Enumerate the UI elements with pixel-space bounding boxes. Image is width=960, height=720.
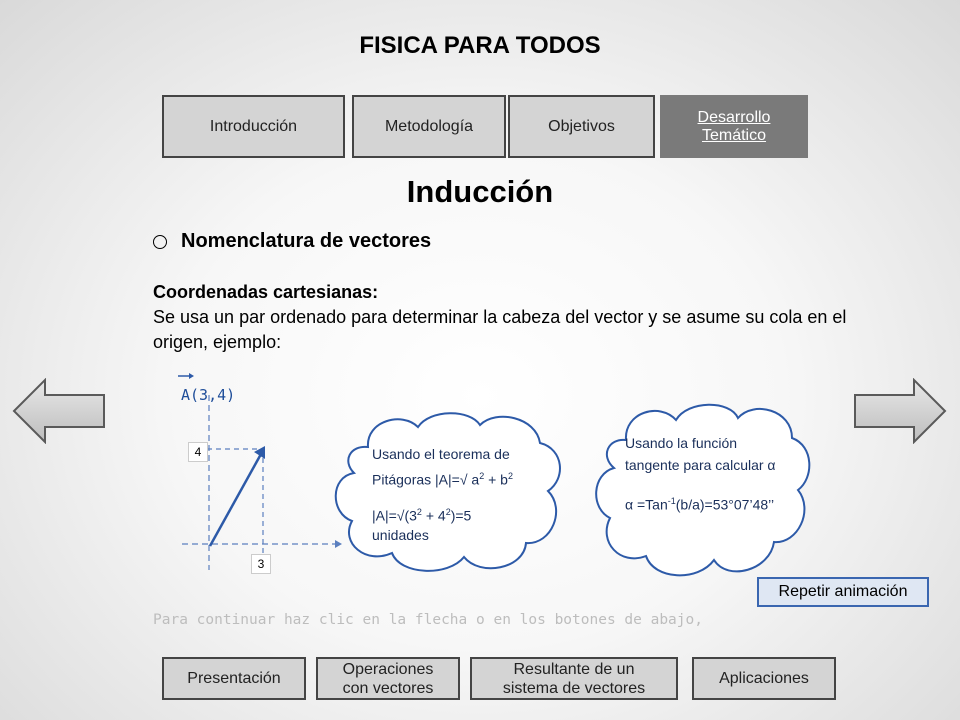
nav-desarrollo-label-line2: Temático bbox=[701, 126, 767, 144]
cloud1-line4: unidades bbox=[372, 527, 429, 543]
nav-operaciones-label-line2: con vectores bbox=[342, 679, 434, 697]
vector-a-line bbox=[210, 454, 261, 546]
tick-label-y: 4 bbox=[188, 442, 208, 462]
bullet-text: Nomenclatura de vectores bbox=[181, 230, 432, 252]
nav-aplicaciones-label: Aplicaciones bbox=[719, 669, 809, 687]
nav-introduccion-label: Introducción bbox=[209, 117, 298, 135]
tick-label-x: 3 bbox=[251, 554, 271, 574]
nav-resultante-label-line1: Resultante de un bbox=[513, 660, 635, 678]
coordinates-title: Coordenadas cartesianas: bbox=[153, 282, 379, 302]
cloud2-line2: tangente para calcular α bbox=[625, 457, 776, 473]
tangent-cloud bbox=[592, 398, 814, 584]
coordinates-description: Se usa un par ordenado para determinar la cabeza del vector y se asume su cola en el origen, ejemplo: bbox=[153, 307, 847, 352]
vector-label: A(3,4) bbox=[181, 386, 236, 404]
cloud1-line2: Pitágoras |A|=√ $a^2 + b^2$ bbox=[372, 471, 513, 488]
right-arrow-icon[interactable] bbox=[853, 378, 947, 444]
nav-metodologia-label: Metodología bbox=[384, 117, 474, 135]
cloud2-line1: Usando la función bbox=[625, 435, 738, 451]
nav-resultante-button[interactable] bbox=[470, 657, 678, 700]
nav-desarrollo-tematico-button[interactable] bbox=[660, 95, 808, 158]
nav-desarrollo-label-line1: Desarrollo bbox=[697, 108, 771, 126]
vector-notation-arrow-head bbox=[189, 373, 194, 379]
nav-objetivos-button[interactable] bbox=[508, 95, 655, 158]
page-title: FISICA PARA TODOS bbox=[359, 32, 601, 59]
cloud1-line1: Usando el teorema de bbox=[372, 446, 510, 462]
nav-aplicaciones-button[interactable] bbox=[692, 657, 836, 700]
continue-instruction: Para continuar haz clic en la flecha o en los botones de abajo, bbox=[153, 612, 703, 628]
nav-objetivos-label: Objetivos bbox=[548, 117, 615, 135]
cloud2-line3: α =Tan$^{-1}$(b/a)=53°07’48’’ bbox=[625, 496, 775, 513]
cloud1-line3: $|A|=√(3^2 + 4^2)=5$ bbox=[372, 507, 472, 524]
nav-metodologia-button[interactable] bbox=[352, 95, 506, 158]
nav-operaciones-button[interactable] bbox=[316, 657, 460, 700]
bullet-item bbox=[153, 230, 431, 253]
left-arrow-icon[interactable] bbox=[12, 378, 106, 444]
pythagoras-cloud bbox=[330, 405, 566, 577]
nav-presentacion-button[interactable] bbox=[162, 657, 306, 700]
nav-presentacion-label: Presentación bbox=[187, 669, 281, 687]
repeat-animation-button[interactable]: Repetir animación bbox=[757, 577, 929, 607]
bullet-circle-icon bbox=[153, 235, 167, 249]
nav-introduccion-button[interactable] bbox=[162, 95, 345, 158]
nav-resultante-label-line2: sistema de vectores bbox=[502, 679, 646, 697]
nav-operaciones-label-line1: Operaciones bbox=[342, 660, 434, 678]
section-heading: Inducción bbox=[406, 174, 554, 209]
